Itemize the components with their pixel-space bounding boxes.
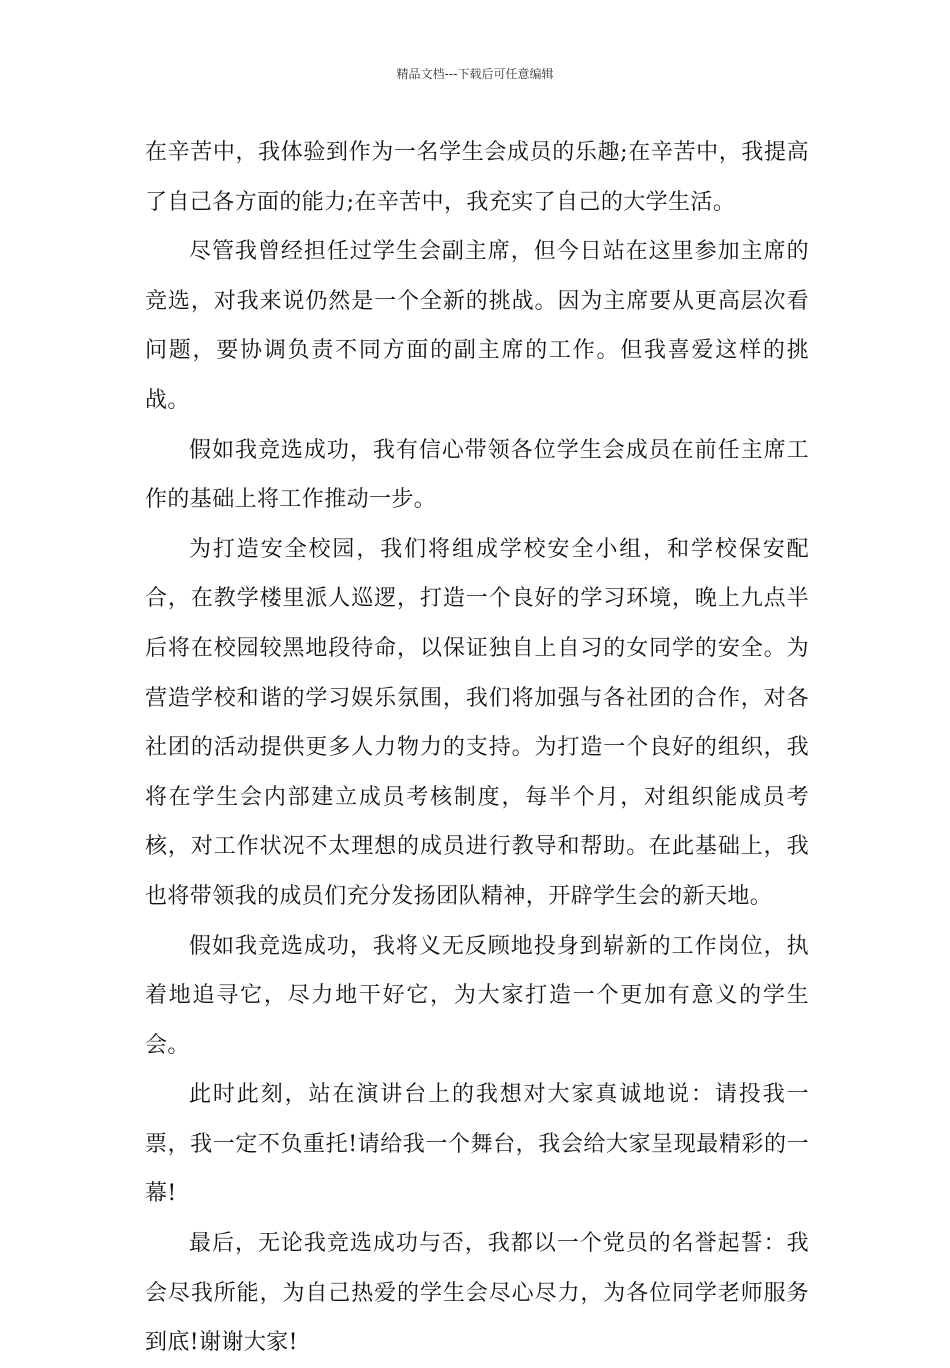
document-body xyxy=(145,128,809,1368)
paragraph-2: 尽管我曾经担任过学生会副主席，但今日站在这里参加主席的竞选，对我来说仍然是一个全新的挑战。因为主席要从更高层次看问题，要协调负责不同方面的副主席的工作。但我喜爱这样的挑战。 xyxy=(145,239,809,413)
paragraph-7: 最后，无论我竞选成功与否，我都以一个党员的名誉起誓：我会尽我所能，为自己热爱的学生会尽心尽力，为各位同学老师服务到底!谢谢大家! xyxy=(145,1231,809,1356)
paragraph-6: 此时此刻，站在演讲台上的我想对大家真诚地说：请投我一票，我一定不负重托!请给我一个舞台，我会给大家呈现最精彩的一幕! xyxy=(145,1082,809,1207)
paragraph-3: 假如我竞选成功，我有信心带领各位学生会成员在前任主席工作的基础上将工作推动一步。 xyxy=(145,437,809,513)
paragraph-5: 假如我竞选成功，我将义无反顾地投身到崭新的工作岗位，执着地追寻它，尽力地干好它，为大家打造一个更加有意义的学生会。 xyxy=(145,933,809,1058)
paragraph-1: 在辛苦中，我体验到作为一名学生会成员的乐趣;在辛苦中，我提高了自己各方面的能力;在辛苦中，我充实了自己的大学生活。 xyxy=(145,140,809,215)
page-header: 精品文档---下载后可任意编辑 xyxy=(396,67,554,81)
paragraph-4: 为打造安全校园，我们将组成学校安全小组，和学校保安配合，在教学楼里派人巡逻，打造一个良好的学习环境，晚上九点半后将在校园较黑地段待命，以保证独自上自习的女同学的安全。为营造学校和谐的学习娱乐氛围，我们将加强与各社团的合作，对各社团的活动提供更多人力物力的支持。为打造一个良好的组织，我将在学生会内部建立成员考核制度，每半个月，对组织能成员考核，对工作状况不太理想的成员进行教导和帮助。在此基础上，我也将带领我的成员们充分发扬团队精神，开辟学生会的新天地。 xyxy=(145,536,809,909)
